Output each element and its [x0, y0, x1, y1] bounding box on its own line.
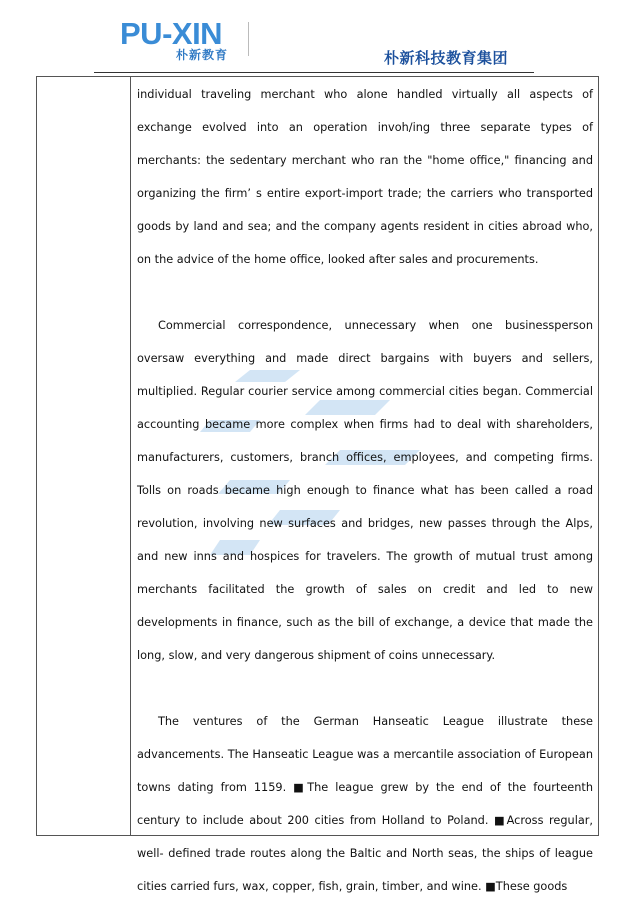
paragraph-gap: [137, 672, 593, 705]
document-body: [137, 78, 593, 903]
logo-divider: [248, 22, 249, 56]
header-rule: [94, 72, 534, 73]
logo-text: PU-XIN: [120, 16, 223, 51]
paragraph-gap: [137, 276, 593, 309]
paragraph: individual traveling merchant who alone handled virtually all aspects of exchange evolved into an operation invoh/ing three separate types of merchants: the sedentary merchant who ran the "home office," financing and organizing the firm’ s entire export-import trade; the carriers who transported goods by land and sea; and the company agents resident in cities abroad who, on the advice of the home office, looked after sales and procurements.: [137, 88, 593, 266]
paragraph: The ventures of the German Hanseatic League illustrate these advancements. The Hanseatic League was a mercantile association of European towns dating from 1159. ■The league grew by the end of the fourteenth century to include about 200 cities from Holland to Poland. ■Across regular, well- defined trade routes along the Baltic and North seas, the ships of league cities carried furs, wax, copper, fish, grain, timber, and wine. ■These goods: [137, 715, 593, 893]
brand-name: 朴新科技教育集团: [384, 49, 509, 67]
table-column-divider: [130, 76, 131, 836]
puxin-logo: [120, 18, 255, 62]
paragraph: Commercial correspondence, unnecessary when one businessperson oversaw everything and made direct bargains with buyers and sellers, multiplied. Regular courier service among commercial cities began. Commercial accounting became more complex when firms had to deal with shareholders, manufacturers, customers, branch offices, employees, and competing firms. Tolls on roads became high enough to finance what has been called a road revolution, involving new surfaces and bridges, new passes through the Alps, and new inns and hospices for travelers. The growth of mutual trust among merchants facilitated the growth of sales on credit and led to new developments in finance, such as the bill of exchange, a device that made the long, slow, and very dangerous shipment of coins unnecessary.: [137, 319, 593, 662]
logo-subtitle: 朴新教育: [176, 48, 229, 62]
